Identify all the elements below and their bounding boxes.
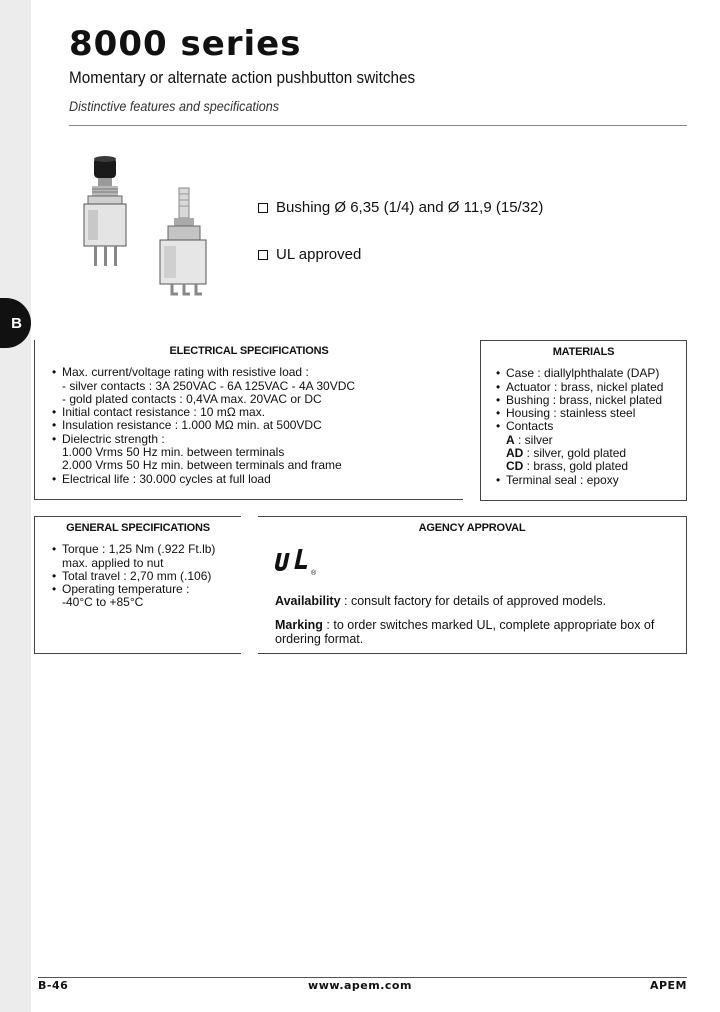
section-tab: B [0, 298, 31, 348]
spec-line: • Dielectric strength : [52, 433, 463, 446]
spec-line: max. applied to nut [62, 555, 164, 570]
material-line: • Contacts [496, 420, 686, 433]
contact-option: AD : silver, gold plated [506, 446, 627, 461]
materials-panel [480, 340, 687, 501]
material-line: • Bushing : brass, nickel plated [496, 394, 686, 407]
feature-bushing-text: Bushing Ø 6,35 (1/4) and Ø 11,9 (15/32) [276, 199, 544, 216]
spec-line: • Total travel : 2,70 mm (.106) [52, 570, 241, 583]
feature-ul-text: UL approved [276, 246, 362, 263]
contact-code: AD [506, 446, 524, 461]
contact-code: A [506, 432, 515, 447]
left-margin-strip [0, 0, 31, 1012]
agency-heading: AGENCY APPROVAL [418, 522, 526, 534]
agency-approval-panel [258, 516, 687, 654]
page-subtitle: Momentary or alternate action pushbutton switches [69, 68, 416, 87]
materials-heading: MATERIALS [552, 346, 615, 358]
contact-code: CD [506, 459, 524, 474]
spec-line: • Torque : 1,25 Nm (.922 Ft.lb) [52, 543, 241, 556]
feature-ul [258, 246, 361, 263]
marking-text: Marking : to order switches marked UL, complete appropriate box of ordering format. [275, 618, 655, 647]
availability-text: Availability : consult factory for details of approved models. [275, 594, 606, 609]
contact-option: A : silver [506, 432, 553, 447]
page-tagline: Distinctive features and specifications [69, 98, 280, 114]
spec-line: - silver contacts : 3A 250VAC - 6A 125VAC - 4A 30VDC [62, 378, 356, 393]
spec-line: - gold plated contacts : 0,4VA max. 20VAC or DC [62, 391, 322, 406]
switch-threaded-stem-image [160, 188, 206, 294]
ul-recognized-logo-icon [275, 547, 321, 577]
spec-line: • Operating temperature : [52, 583, 241, 596]
svg-text:®: ® [311, 570, 317, 578]
footer-divider [38, 977, 687, 978]
spec-line: 2.000 Vrms 50 Hz min. between terminals and frame [62, 458, 342, 473]
header-divider [69, 125, 687, 126]
checkbox-square-icon [258, 203, 268, 213]
website-link[interactable]: www.apem.com [308, 979, 412, 992]
spec-line: • Electrical life : 30.000 cycles at full load [52, 473, 463, 486]
material-line: • Terminal seal : epoxy [496, 474, 686, 487]
spec-line: • Initial contact resistance : 10 mΩ max. [52, 406, 463, 419]
marking-label: Marking [275, 618, 323, 633]
material-line: • Actuator : brass, nickel plated [496, 381, 686, 394]
electrical-specifications-panel [34, 340, 463, 500]
spec-line: • Max. current/voltage rating with resistive load : [52, 366, 463, 379]
general-heading: GENERAL SPECIFICATIONS [66, 522, 210, 534]
material-line: • Case : diallylphthalate (DAP) [496, 367, 686, 380]
spec-line: • Insulation resistance : 1.000 MΩ min. at 500VDC [52, 419, 463, 432]
product-photo [78, 150, 228, 305]
general-specifications-panel [34, 516, 241, 654]
brand-name: APEM [649, 979, 687, 992]
spec-line: -40°C to +85°C [62, 595, 144, 610]
contact-option: CD : brass, gold plated [506, 459, 629, 474]
spec-line: 1.000 Vrms 50 Hz min. between terminals [62, 445, 285, 460]
material-line: • Housing : stainless steel [496, 407, 686, 420]
checkbox-square-icon [258, 250, 268, 260]
feature-bushing [258, 199, 543, 216]
electrical-heading: ELECTRICAL SPECIFICATIONS [169, 345, 329, 357]
switch-black-cap-image [84, 156, 126, 266]
availability-label: Availability [275, 594, 341, 609]
page-title: 8000 series [69, 24, 302, 64]
page-number: B-46 [38, 979, 69, 992]
